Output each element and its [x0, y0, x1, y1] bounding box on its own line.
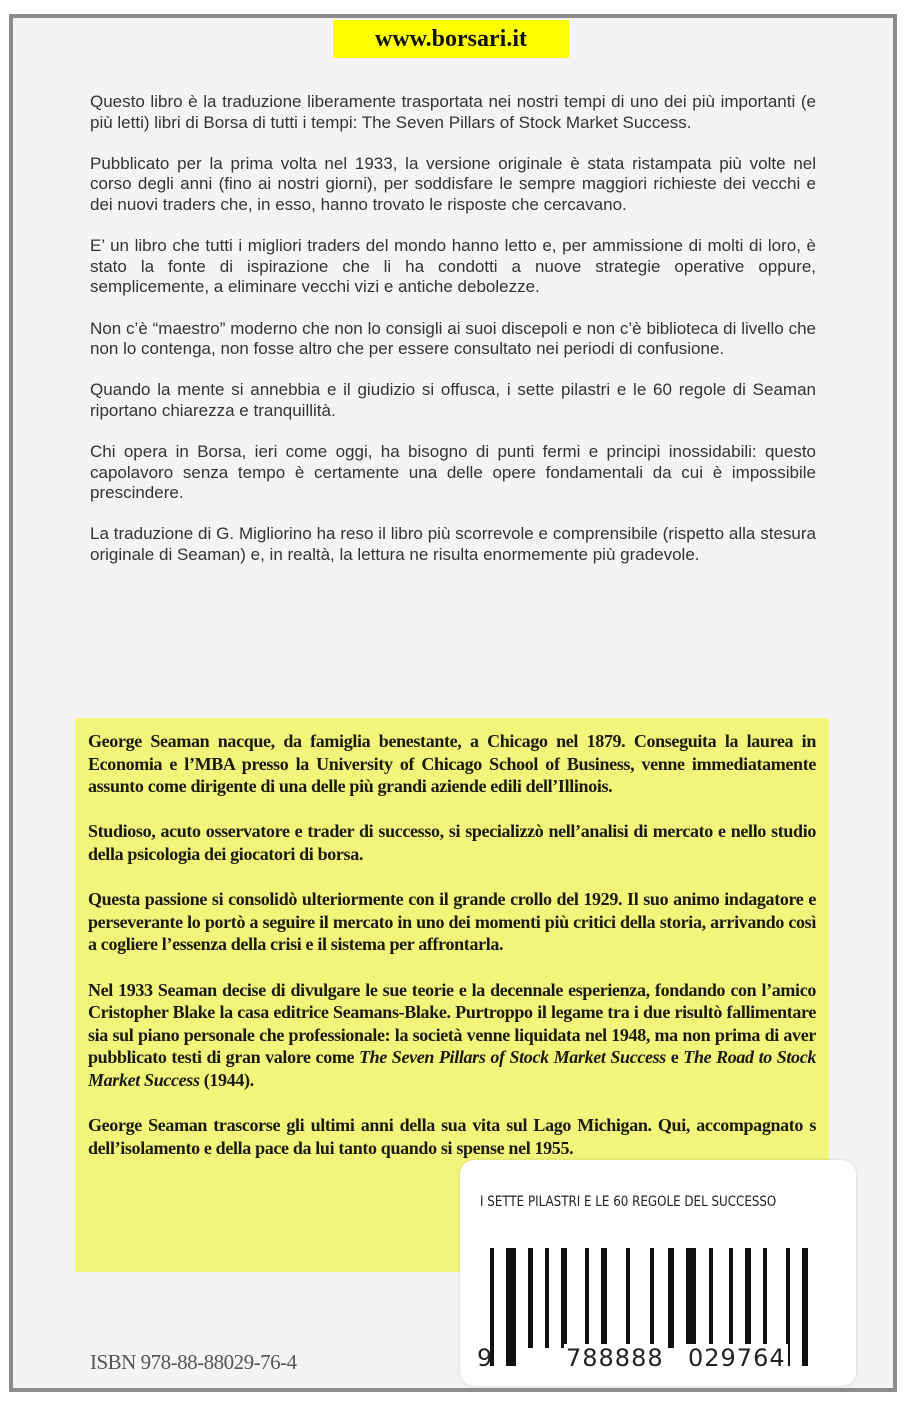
book-back-cover [9, 14, 897, 1392]
intro-paragraph: Quando la mente si annebbia e il giudizio si offusca, i sette pilastri e le 60 regole di Seaman riportano chiarezza e tranquillità. [90, 380, 816, 420]
barcode-digit-first: 9 [477, 1344, 493, 1372]
barcode-bar [763, 1248, 767, 1348]
barcode-bar [528, 1248, 532, 1348]
bio-paragraph: Questa passione si consolidò ulteriormente con il grande crollo del 1929. Il suo animo indagatore e perseverante lo portò a seguire il mercato in uno dei momenti più critici della storia, arrivando così a cogliere l’essenza della crisi e il sistema per affrontarla. [88, 889, 816, 955]
bio-text: (1944). [199, 1069, 254, 1090]
barcode-bar [601, 1248, 607, 1348]
barcode-bar [545, 1248, 549, 1348]
intro-paragraph: Chi opera in Borsa, ieri come oggi, ha bisogno di punti fermi e principi inossidabili: questo capolavoro senza tempo è certamente una delle opere fondamentali da cui è impossibile prescindere. [90, 442, 816, 503]
barcode-bar [802, 1248, 808, 1366]
barcode-bar [585, 1248, 589, 1348]
bio-text: e [665, 1047, 684, 1068]
isbn: ISBN 978-88-88029-76-4 [90, 1350, 297, 1374]
intro-text [90, 92, 816, 586]
barcode-digits-right: 029764 [688, 1344, 786, 1372]
bio-paragraph: George Seaman trascorse gli ultimi anni della sua vita sul Lago Michigan. Qui, accompagnato s dell’isolamento e della pace da lui tanto quando si spense nel 1955. [88, 1115, 816, 1158]
barcode-sticker [460, 1160, 856, 1386]
barcode-bar [729, 1248, 733, 1348]
intro-paragraph: Non c’è “maestro” moderno che non lo consigli ai suoi discepoli e non c’è biblioteca di livello che non lo contenga, non fosse altro che per essere consultato nei periodi di confusione. [90, 318, 816, 359]
sticker-title: I SETTE PILASTRI E LE 60 REGOLE DEL SUCCESSO [480, 1194, 777, 1210]
intro-paragraph: Questo libro è la traduzione liberamente trasportata nei nostri tempi di uno dei più importanti (e più letti) libri di Borsa di tutti i tempi: The Seven Pillars of Stock Market Success. [90, 92, 816, 132]
book-title: The Seven Pillars of Stock Market Success [359, 1047, 666, 1068]
intro-paragraph: La traduzione di G. Migliorino ha reso il libro più scorrevole e comprensibile (rispetto alla stesura originale di Seaman) e, in realtà, la lettura ne risulta enormemente più gradevole. [90, 524, 816, 565]
barcode-bar [506, 1248, 516, 1366]
barcode-digits-left: 788888 [566, 1344, 664, 1372]
book-title: The Road to Stock Market Success [88, 1047, 816, 1090]
barcode-bar [686, 1248, 696, 1348]
bio-paragraph [88, 979, 816, 1092]
barcode-bar [668, 1248, 674, 1348]
bio-text: Nel 1933 Seaman decise di divulgare le sue teorie e la decennale esperienza, fondando con l’amico Cristopher Blake la casa editrice Seamans-Blake. Purtroppo il legame tra i due risultò fallimentare sia sul piano personale che professionale: la società venne liquidata nel 1948, ma non prima di aver pubblicato testi di gran valore come [88, 979, 816, 1068]
barcode-bar [745, 1248, 751, 1348]
intro-paragraph: Pubblicato per la prima volta nel 1933, la versione originale è stata ristampata più volte nel corso degli anni (fino ai nostri giorni), per soddisfare le sempre maggiori richieste dei vecchi e dei nuovi traders che, in esso, hanno trovato le risposte che cercavano. [90, 153, 816, 214]
intro-paragraph: E’ un libro che tutti i migliori traders del mondo hanno letto e, per ammissione di molti di loro, è stato la fonte di ispirazione che li ha condotti a nuove strategie operative oppure, semplicemente, a eliminare vecchi vizi e antiche debolezze. [90, 236, 816, 297]
barcode-bar [709, 1248, 713, 1348]
bio-paragraph: George Seaman nacque, da famiglia benestante, a Chicago nel 1879. Conseguita la laurea in Economia e l’MBA presso la University of Chicago School of Business, venne immediatamente assunto come dirigente di una delle più grandi aziende edili dell’Illinois. [88, 731, 816, 797]
bio-paragraph: Studioso, acuto osservatore e trader di successo, si specializzò nell’analisi di mercato e nello studio della psicologia dei giocatori di borsa. [88, 821, 816, 864]
barcode-bar [626, 1248, 630, 1348]
website-label: www.borsari.it [333, 20, 569, 58]
barcode-bar [561, 1248, 567, 1348]
